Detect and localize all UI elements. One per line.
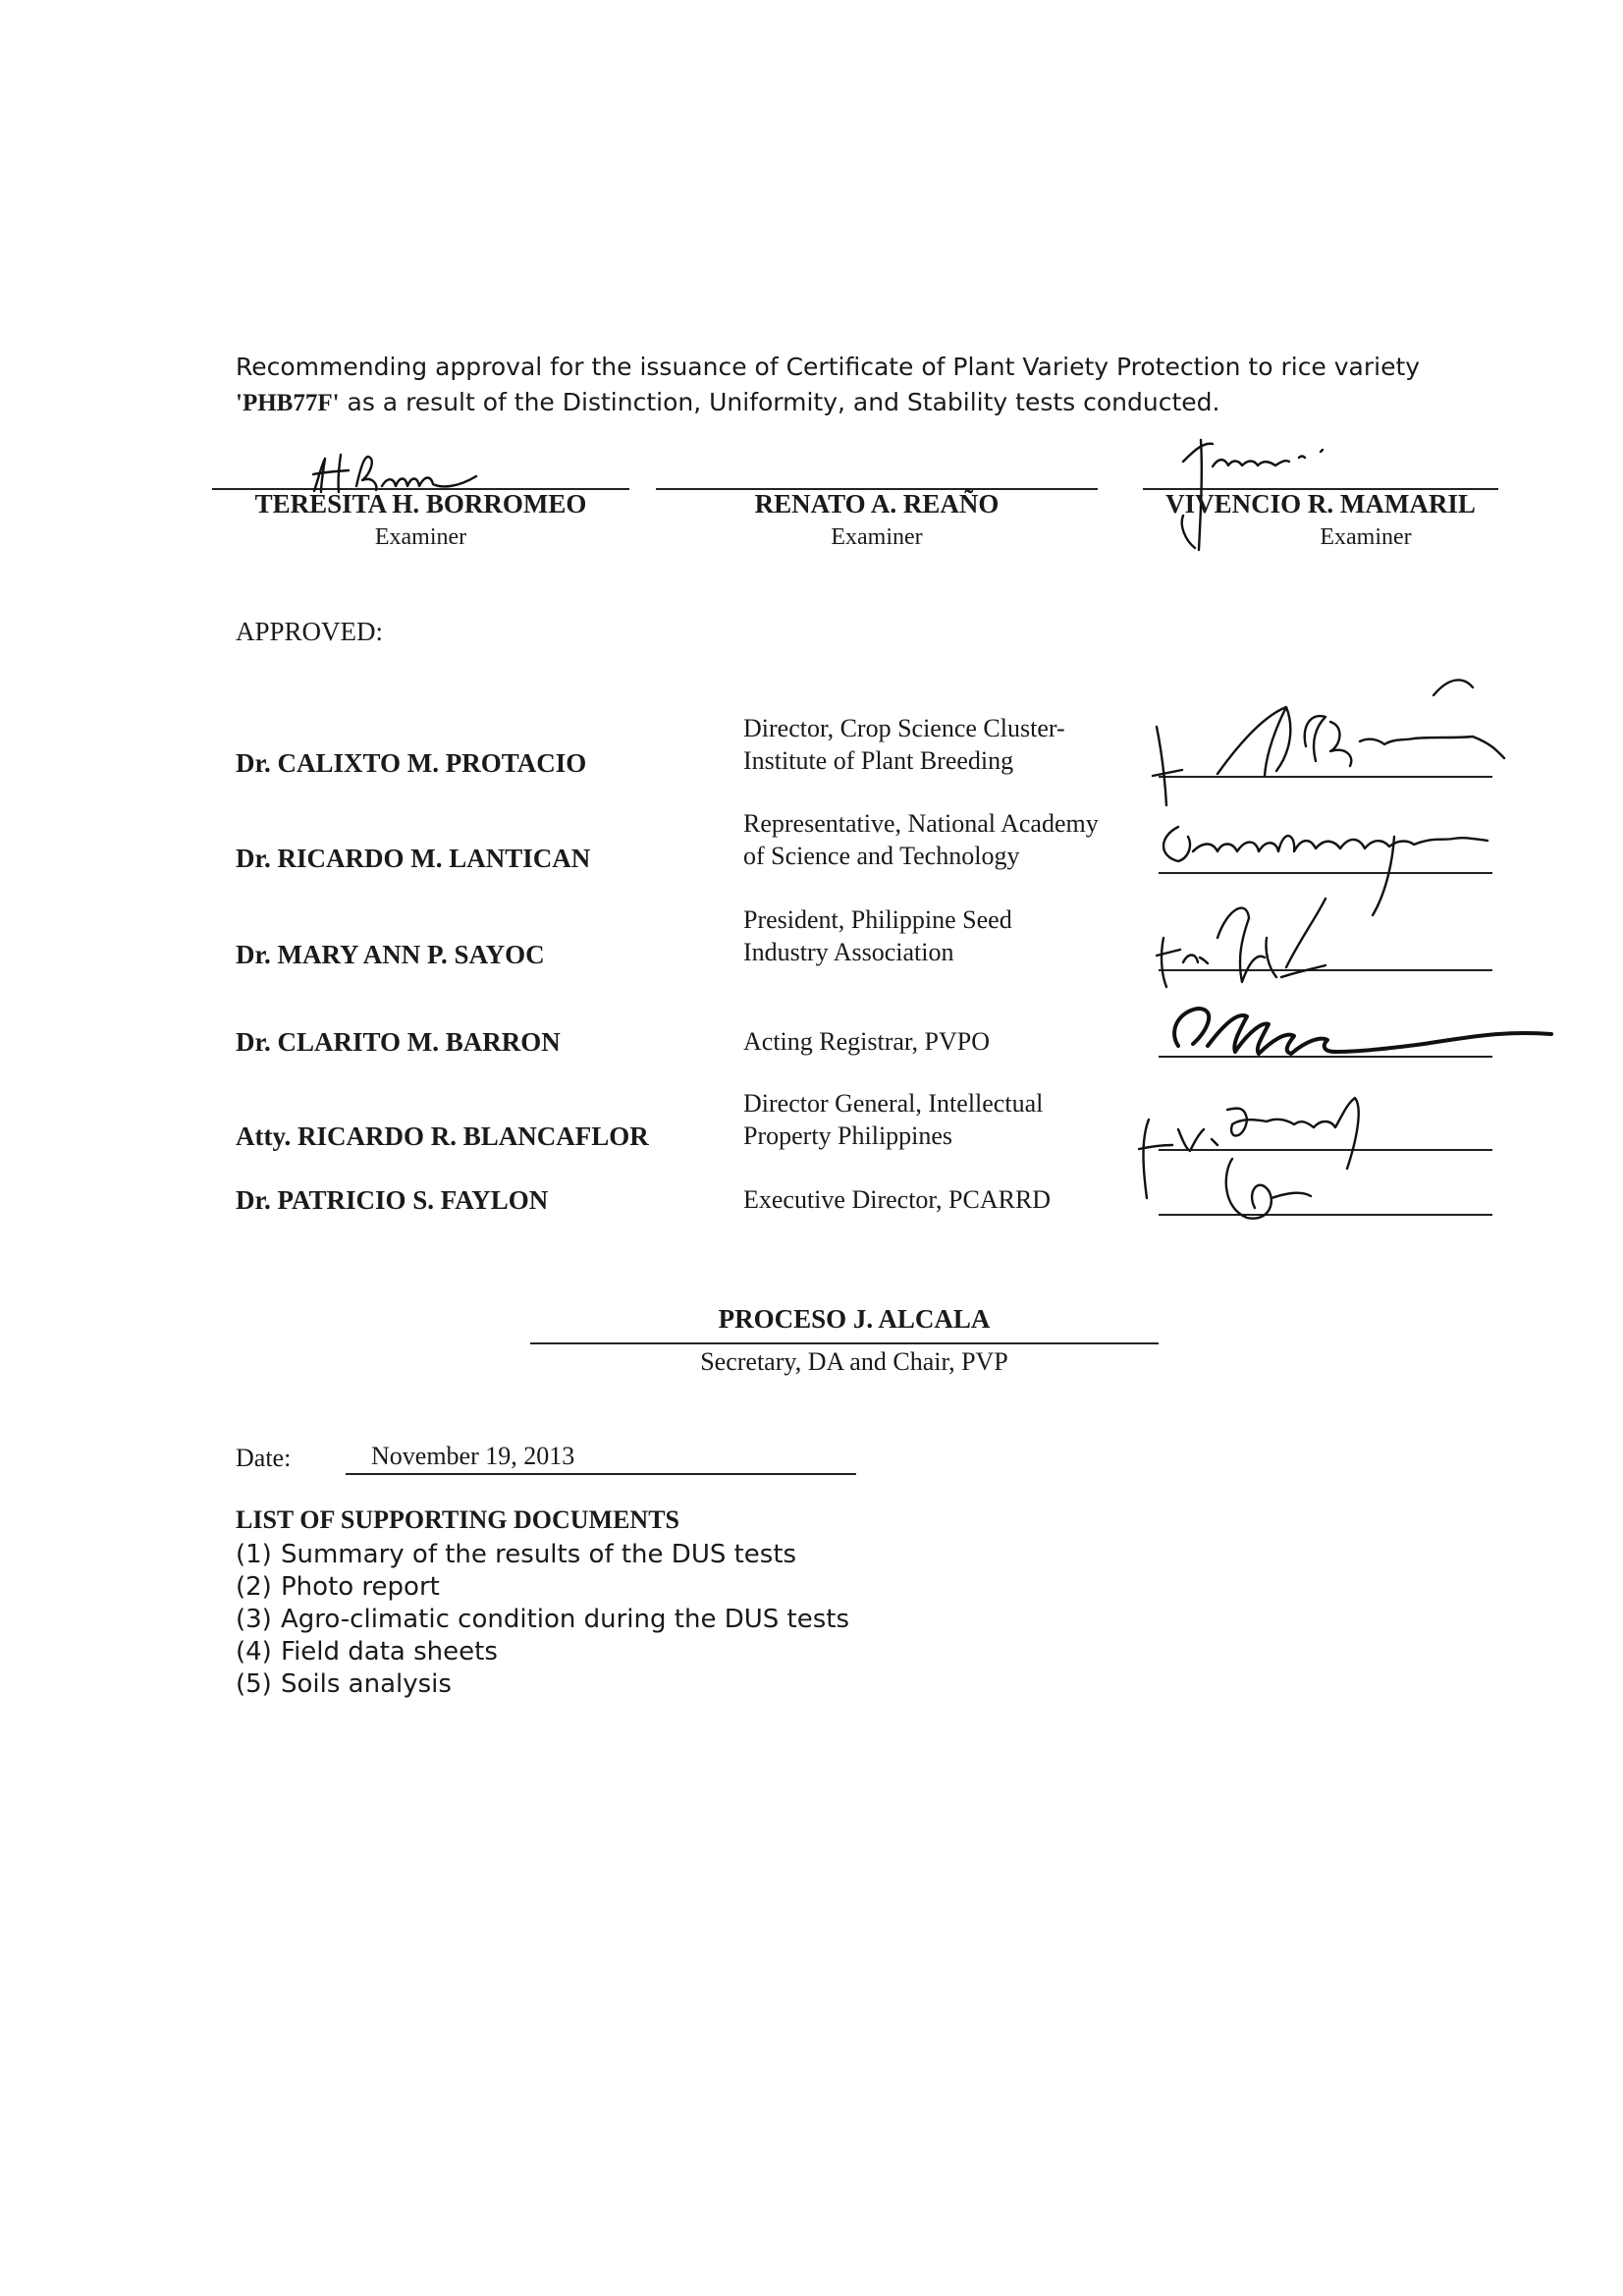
approved-label: APPROVED: <box>236 617 384 646</box>
examiner-name-2: VIVENCIO R. MAMARIL <box>1165 489 1476 519</box>
list-item-text: Photo report <box>281 1572 440 1602</box>
examiner-role-0: Examiner <box>374 524 467 550</box>
supporting-docs-list <box>236 1539 849 1701</box>
examiner-role-1: Examiner <box>831 524 923 550</box>
approver-position-2: President, Philippine Seed Industry Association <box>743 905 1012 966</box>
variety-name: 'PHB77F' <box>236 390 340 416</box>
signature-line-secretary <box>530 1342 1159 1344</box>
list-item <box>236 1539 849 1571</box>
intro-text-before: Recommending approval for the issuance of Certificate of Plant Variety Protection to rice variety <box>236 353 1421 381</box>
list-item-number: (5) <box>236 1669 272 1699</box>
approver-name-3: Dr. CLARITO M. BARRON <box>236 1027 561 1057</box>
list-item-number: (3) <box>236 1605 272 1634</box>
list-item-number: (1) <box>236 1540 272 1569</box>
examiner-name-0: TERESITA H. BORROMEO <box>254 489 587 519</box>
date-line <box>346 1473 856 1475</box>
supporting-docs-title: LIST OF SUPPORTING DOCUMENTS <box>236 1505 679 1534</box>
intro-paragraph <box>236 350 1492 421</box>
examiner-role-2: Examiner <box>1320 524 1412 550</box>
date-value: November 19, 2013 <box>371 1442 575 1470</box>
signature-barron <box>1149 987 1581 1075</box>
approver-position-5: Executive Director, PCARRD <box>743 1185 1052 1214</box>
list-item <box>236 1571 849 1604</box>
intro-text-after: as a result of the Distinction, Uniformity, and Stability tests conducted. <box>339 388 1220 416</box>
signature-sayoc <box>1139 879 1434 997</box>
list-item <box>236 1668 849 1701</box>
list-item-text: Summary of the results of the DUS tests <box>281 1540 797 1569</box>
list-item <box>236 1604 849 1636</box>
approver-name-4: Atty. RICARDO R. BLANCAFLOR <box>236 1121 649 1151</box>
list-item-number: (2) <box>236 1572 272 1602</box>
approver-name-2: Dr. MARY ANN P. SAYOC <box>236 940 545 969</box>
secretary-name: PROCESO J. ALCALA <box>718 1304 991 1334</box>
date-label: Date: <box>236 1444 292 1472</box>
secretary-title: Secretary, DA and Chair, PVP <box>700 1347 1008 1376</box>
approver-position-1: Representative, National Academy of Science and Technology <box>743 809 1099 870</box>
list-item-text: Agro-climatic condition during the DUS tests <box>281 1605 850 1634</box>
list-item-number: (4) <box>236 1637 272 1667</box>
list-item <box>236 1636 849 1668</box>
list-item-text: Field data sheets <box>281 1637 498 1667</box>
approver-position-3: Acting Registrar, PVPO <box>743 1027 990 1056</box>
signature-blancaflor-faylon <box>1129 1080 1453 1237</box>
approver-name-1: Dr. RICARDO M. LANTICAN <box>236 844 591 873</box>
examiner-name-1: RENATO A. REAÑO <box>754 489 1000 519</box>
approver-name-0: Dr. CALIXTO M. PROTACIO <box>236 748 587 778</box>
list-item-text: Soils analysis <box>281 1669 452 1699</box>
approver-position-4: Director General, Intellectual Property Philippines <box>743 1089 1044 1150</box>
approver-position-0: Director, Crop Science Cluster- Institute of Plant Breeding <box>743 714 1065 775</box>
approver-name-5: Dr. PATRICIO S. FAYLON <box>236 1185 549 1215</box>
